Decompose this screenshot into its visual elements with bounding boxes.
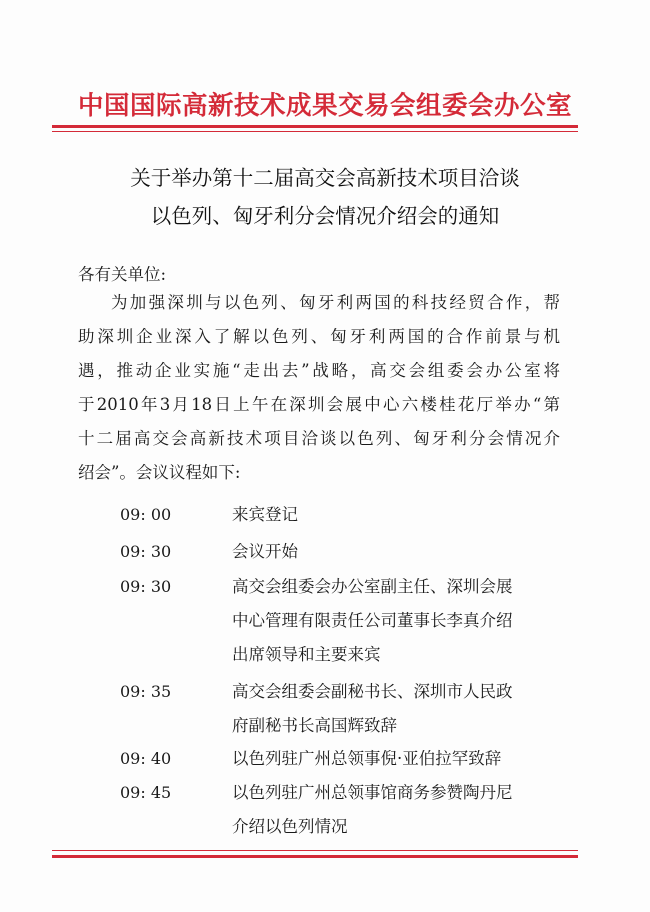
- agenda-time: 09: 30: [120, 542, 172, 561]
- organization-header: 中国国际高新技术成果交易会组委会办公室: [77, 91, 572, 121]
- header-rule-thin: [52, 131, 578, 132]
- document-title-line-1: 关于举办第十二届高交会高新技术项目洽谈: [130, 166, 520, 190]
- agenda-description: 以色列驻广州总领事馆商务参赞陶丹尼: [232, 783, 513, 802]
- paragraph-line: 十二届高交会高新技术项目洽谈以色列、匈牙利分会情况介: [78, 429, 560, 448]
- paragraph-line: 遇，推动企业实施“走出去”战略，高交会组委会办公室将: [78, 361, 560, 380]
- agenda-description: 介绍以色列情况: [232, 817, 348, 836]
- agenda-description: 高交会组委会办公室副主任、深圳会展: [232, 577, 513, 596]
- agenda-time: 09: 30: [120, 577, 172, 596]
- footer-rule-thick: [52, 855, 578, 858]
- agenda-description: 府副秘书长高国辉致辞: [232, 716, 397, 735]
- agenda-description: 会议开始: [232, 542, 298, 561]
- paragraph-line: 为加强深圳与以色列、匈牙利两国的科技经贸合作，帮: [111, 293, 560, 312]
- agenda-description: 高交会组委会副秘书长、深圳市人民政: [232, 682, 513, 701]
- salutation: 各有关单位:: [78, 265, 167, 284]
- agenda-time: 09: 00: [120, 505, 172, 524]
- agenda-description: 中心管理有限责任公司董事长李真介绍: [232, 611, 513, 630]
- agenda-time: 09: 45: [120, 783, 172, 802]
- agenda-description: 以色列驻广州总领事倪·亚伯拉罕致辞: [232, 749, 502, 768]
- header-rule-thick: [52, 125, 578, 128]
- document-title-line-2: 以色列、匈牙利分会情况介绍会的通知: [150, 204, 500, 228]
- paragraph-line: 于2010年3月18日上午在深圳会展中心六楼桂花厅举办“第: [78, 395, 560, 414]
- paragraph-line: 绍会”。会议议程如下:: [78, 463, 241, 482]
- agenda-time: 09: 35: [120, 682, 172, 701]
- agenda-description: 出席领导和主要来宾: [232, 645, 381, 664]
- agenda-time: 09: 40: [120, 749, 172, 768]
- paragraph-line: 助深圳企业深入了解以色列、匈牙利两国的合作前景与机: [78, 327, 560, 346]
- agenda-description: 来宾登记: [232, 505, 298, 524]
- footer-rule-thin: [52, 850, 578, 851]
